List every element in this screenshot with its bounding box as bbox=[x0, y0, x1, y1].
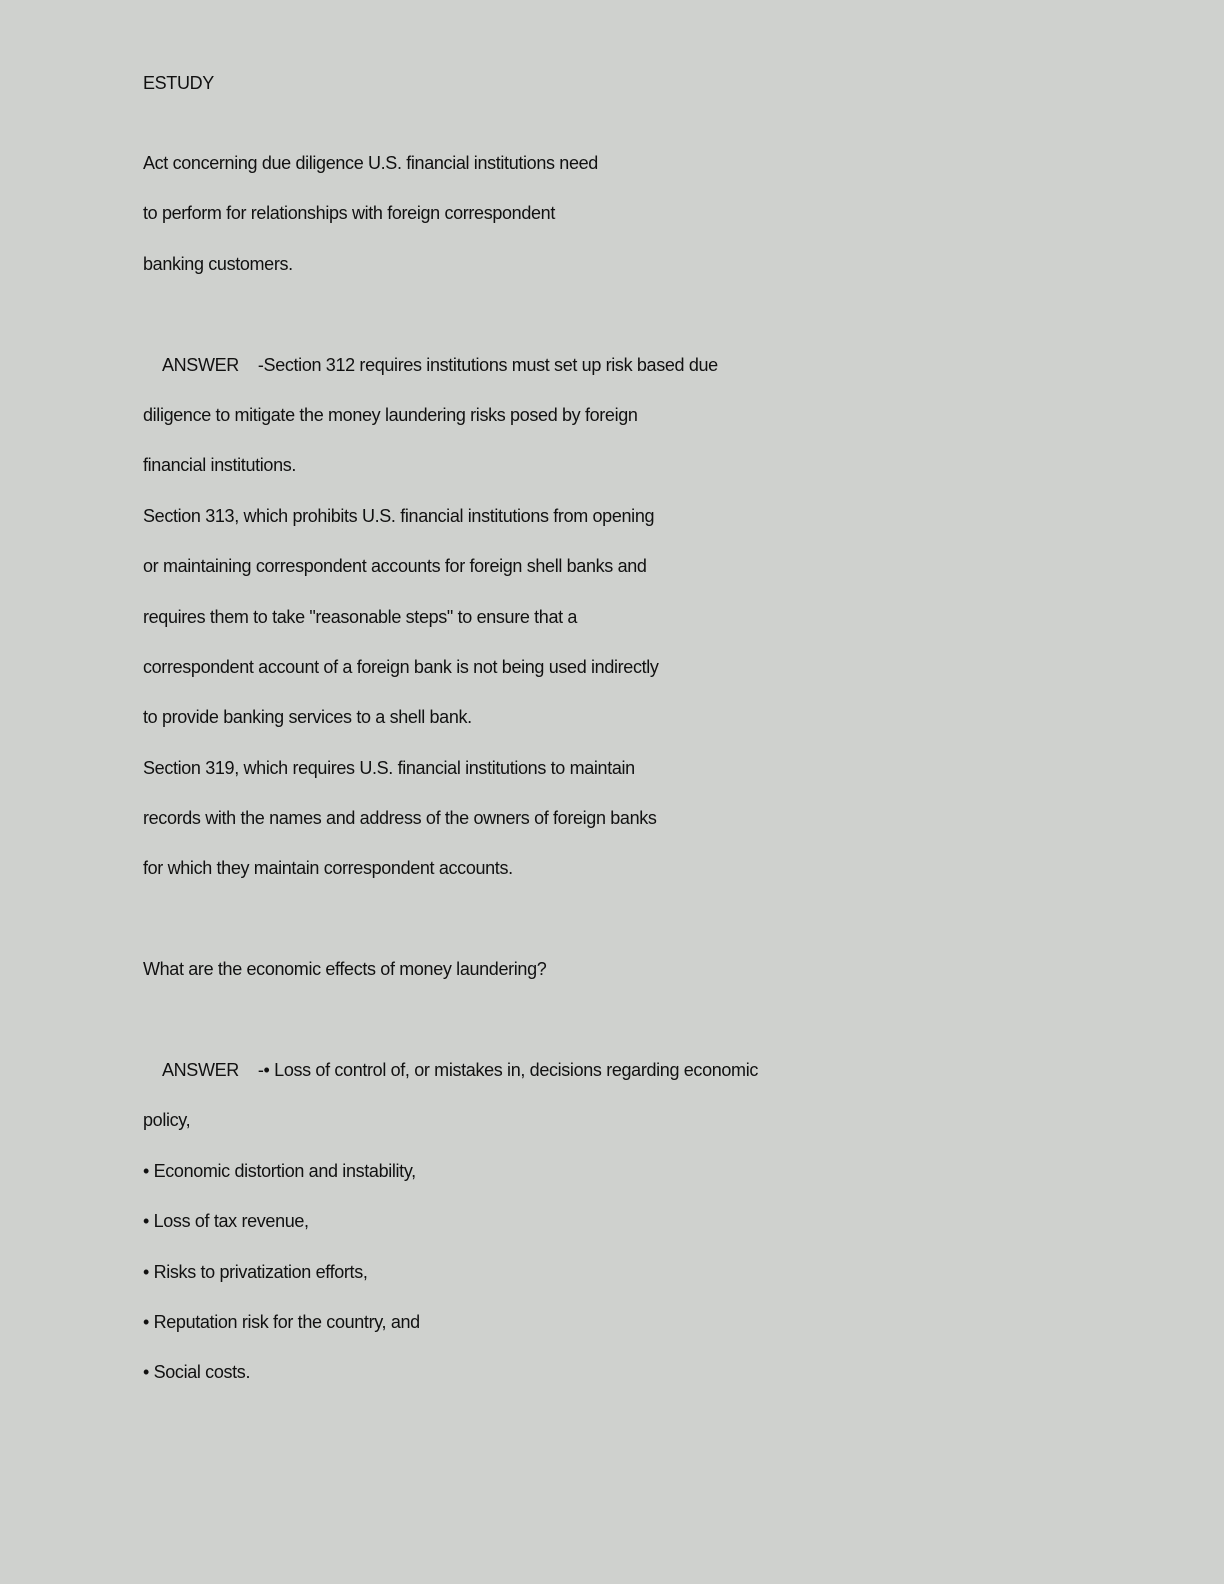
answer-text: -Section 312 requires institutions must set up risk based due bbox=[257, 354, 718, 375]
spacer bbox=[143, 906, 1043, 956]
answer-text: -• Loss of control of, or mistakes in, decisions regarding economic bbox=[257, 1060, 758, 1081]
bullet-item: • Risks to privatization efforts, bbox=[143, 1261, 368, 1282]
bullet-item: • Loss of tax revenue, bbox=[143, 1211, 309, 1232]
spacer bbox=[143, 1007, 1043, 1057]
answer-label: ANSWER bbox=[162, 1060, 239, 1081]
answer-line: policy, bbox=[143, 1110, 191, 1131]
answer-line: to provide banking services to a shell bank. bbox=[143, 707, 472, 728]
question-1 bbox=[143, 150, 1043, 301]
question-line: to perform for relationships with foreign correspondent bbox=[143, 203, 555, 224]
answer-label: ANSWER bbox=[162, 354, 239, 375]
question-2: What are the economic effects of money laundering? bbox=[143, 959, 547, 980]
document-page bbox=[143, 70, 1043, 1410]
spacer bbox=[143, 301, 1043, 351]
question-line: Act concerning due diligence U.S. financial institutions need bbox=[143, 153, 598, 173]
bullet-item: • Reputation risk for the country, and bbox=[143, 1311, 420, 1332]
answer-line: correspondent account of a foreign bank is not being used indirectly bbox=[143, 656, 659, 677]
answer-line bbox=[143, 1057, 1043, 1107]
answer-line: records with the names and address of the owners of foreign banks bbox=[143, 808, 657, 829]
answer-line: Section 313, which prohibits U.S. financial institutions from opening bbox=[143, 505, 655, 526]
document-heading: ESTUDY bbox=[143, 73, 214, 93]
bullet-item: • Economic distortion and instability, bbox=[143, 1160, 416, 1181]
answer-2 bbox=[143, 1057, 1043, 1410]
answer-line: Section 319, which requires U.S. financial institutions to maintain bbox=[143, 757, 635, 778]
answer-line: requires them to take "reasonable steps" to ensure that a bbox=[143, 606, 578, 627]
answer-1 bbox=[143, 352, 1043, 906]
bullet-item: • Social costs. bbox=[143, 1362, 251, 1383]
answer-line: diligence to mitigate the money laundering risks posed by foreign bbox=[143, 404, 638, 425]
answer-line: or maintaining correspondent accounts for foreign shell banks and bbox=[143, 556, 647, 577]
answer-line bbox=[143, 352, 1043, 402]
answer-line: for which they maintain correspondent accounts. bbox=[143, 858, 513, 879]
question-line: banking customers. bbox=[143, 253, 293, 274]
answer-line: financial institutions. bbox=[143, 455, 297, 476]
